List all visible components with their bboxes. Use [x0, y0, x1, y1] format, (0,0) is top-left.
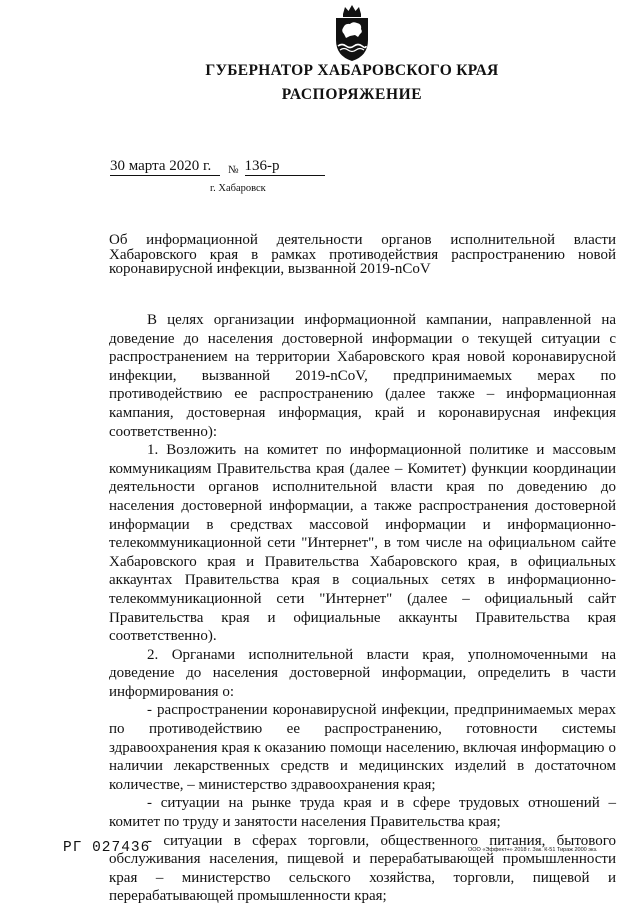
- khabarovsk-coat-of-arms-icon: [332, 4, 372, 62]
- list-item-labor: - ситуации на рынке труда края и в сфере трудовых отношений – комитет по труду и занятости населения Правительства края;: [109, 795, 616, 831]
- paragraph-item-2: 2. Органами исполнительной власти края, уполномоченными на доведение до населения достоверной информации, определить в части информирования о:: [109, 646, 616, 700]
- document-body: [109, 311, 616, 906]
- paragraph-item-1: 1. Возложить на комитет по информационной политике и массовым коммуникациям Правительства края (далее – Комитет) функции координации деятельности органов исполнительной власти края по доведению до населения достоверной информации, а также распространения достоверной информации в средствах массовой информации и информационно-телекоммуникационной сети "Интернет", в том числе на официальном сайте Хабаровского края и Правительства Хабаровского края, в официальных аккаунтах Правительства края в социальных сетях в информационно-телекоммуникационной сети "Интернет" (далее – официальный сайт Правительства края и официальные аккаунты Правительства края соответственно).: [109, 442, 616, 645]
- form-serial-number: РГ 027436: [63, 840, 151, 856]
- paragraph-preamble: В целях организации информационной кампании, направленной на доведение до населения достоверной информации о текущей ситуации с распространением на территории Хабаровского края новой коронавирусной инфекции, вызванной 2019-nCoV, предпринимаемых мерах по противодействию ее распространению (далее также – информационная кампания, достоверная информация, край и коронавирусная инфекция соответственно):: [109, 312, 616, 440]
- list-item-health: - распространении коронавирусной инфекции, предпринимаемых мерах по противодействию ее распространению, готовности системы здравоохранения края к оказанию помощи населению, включая информацию о наличии лекарственных средств и медицинских изделий в достаточном количестве, – министерство здравоохранения края;: [109, 702, 616, 793]
- date-number-line: [110, 158, 325, 176]
- printer-imprint: ООО «Эффект+» 2018 г. Зак. К-51 Тираж 2000 экз.: [468, 847, 598, 853]
- document-city: г. Хабаровск: [210, 183, 266, 194]
- document-date: 30 марта 2020 г.: [110, 158, 220, 176]
- document-number: 136-р: [245, 158, 325, 176]
- issuer-title: ГУБЕРНАТОР ХАБАРОВСКОГО КРАЯ: [205, 62, 499, 79]
- document-type: РАСПОРЯЖЕНИЕ: [281, 86, 423, 103]
- number-sign: №: [228, 164, 239, 176]
- document-subject: Об информационной деятельности органов исполнительной власти Хабаровского края в рамках противодействия распространению новой коронавирусной инфекции, вызванной 2019-nCoV: [109, 232, 616, 277]
- list-item-trade: - ситуации в сферах торговли, общественного питания, бытового обслуживания населения, пищевой и перерабатывающей промышленности края – министерство сельского хозяйства, торговли, пищевой и перерабатывающей промышленности края;: [109, 832, 616, 905]
